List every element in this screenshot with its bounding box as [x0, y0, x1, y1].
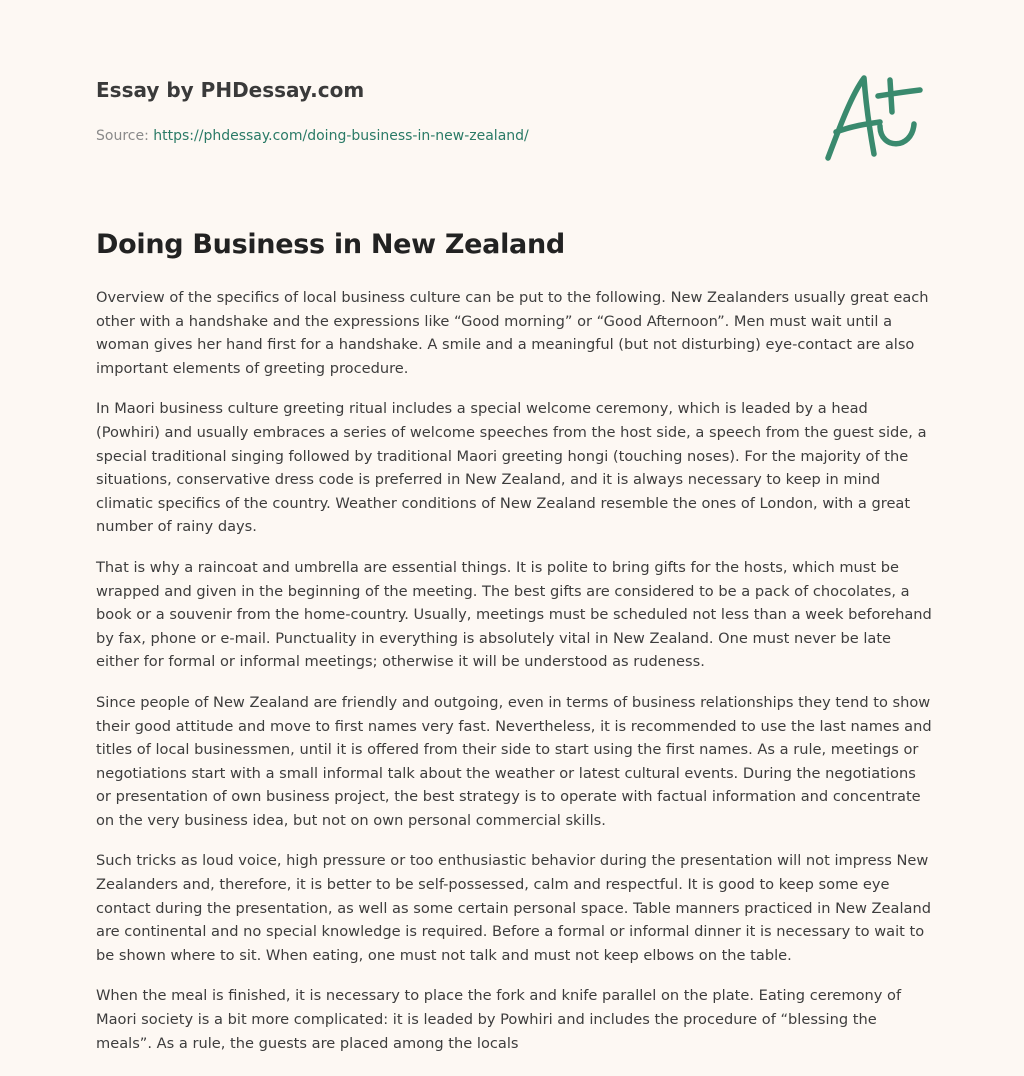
essay-body — [96, 286, 932, 1072]
essay-paragraph: That is why a raincoat and umbrella are essential things. It is polite to bring gifts for the hosts, which must be wrapped and given in the beginning of the meeting. The best gifts are considered to be a pack of chocolates, a book or a souvenir from the home-country. Usually, meetings must be scheduled not less than a week beforehand by fax, phone or e-mail. Punctuality in everything is absolutely vital in New Zealand. One must never be late either for formal or informal meetings; otherwise it will be understood as rudeness. — [96, 558, 932, 671]
document-header — [96, 76, 796, 146]
essay-paragraph: When the meal is finished, it is necessary to place the fork and knife parallel on the plate. Eating ceremony of Maori society is a bit more complicated: it is leaded by Powhiri and includes the procedure of “blessing the meals”. As a rule, the guests are placed among the locals — [96, 987, 902, 1052]
essay-paragraph: Since people of New Zealand are friendly and outgoing, even in terms of business relationships they tend to show their good attitude and move to first names very fast. Nevertheless, it is recommended to use the last names and titles of local businessmen, until it is offered from their side to start using the first names. As a rule, meetings or negotiations start with a small informal talk about the weather or latest cultural events. During the negotiations or presentation of own business project, the best strategy is to operate with factual information and concentrate on the very business idea, but not on own personal commercial skills. — [96, 693, 932, 829]
essay-paragraph: Such tricks as loud voice, high pressure or too enthusiastic behavior during the presentation will not impress New Zealanders and, therefore, it is better to be self-possessed, calm and respectful. It is good to keep some eye contact during the presentation, as well as some certain personal space. Table manners practiced in New Zealand are continental and no special knowledge is required. Before a formal or informal dinner it is necessary to wait to be shown where to sit. When eating, one must not talk and must not keep elbows on the table. — [96, 852, 931, 964]
essay-paragraph: In Maori business culture greeting ritual includes a special welcome ceremony, which is leaded by a head (Powhiri) and usually embraces a series of welcome speeches from the host side, a speech from the guest side, a special traditional singing followed by traditional Maori greeting hongi (touching noses). For the majority of the situations, conservative dress code is preferred in New Zealand, and it is always necessary to keep in mind climatic specifics of the country. Weather conditions of New Zealand resemble the ones of London, with a great number of rainy days. — [96, 400, 927, 536]
essay-title: Doing Business in New Zealand — [96, 229, 565, 260]
source-label: Source: — [96, 128, 149, 144]
a-plus-grade-icon — [818, 66, 928, 166]
source-link[interactable]: https://phdessay.com/doing-business-in-new-zealand/ — [153, 128, 529, 144]
essay-paragraph: Overview of the specifics of local business culture can be put to the following. New Zealanders usually great each other with a handshake and the expressions like “Good morning” or “Good Afternoon”. Men must wait until a woman gives her hand first for a handshake. A smile and a meaningful (but not disturbing) eye-contact are also important elements of greeting procedure. — [96, 289, 929, 377]
site-title: Essay by PHDessay.com — [96, 78, 365, 102]
source-line — [96, 126, 796, 146]
